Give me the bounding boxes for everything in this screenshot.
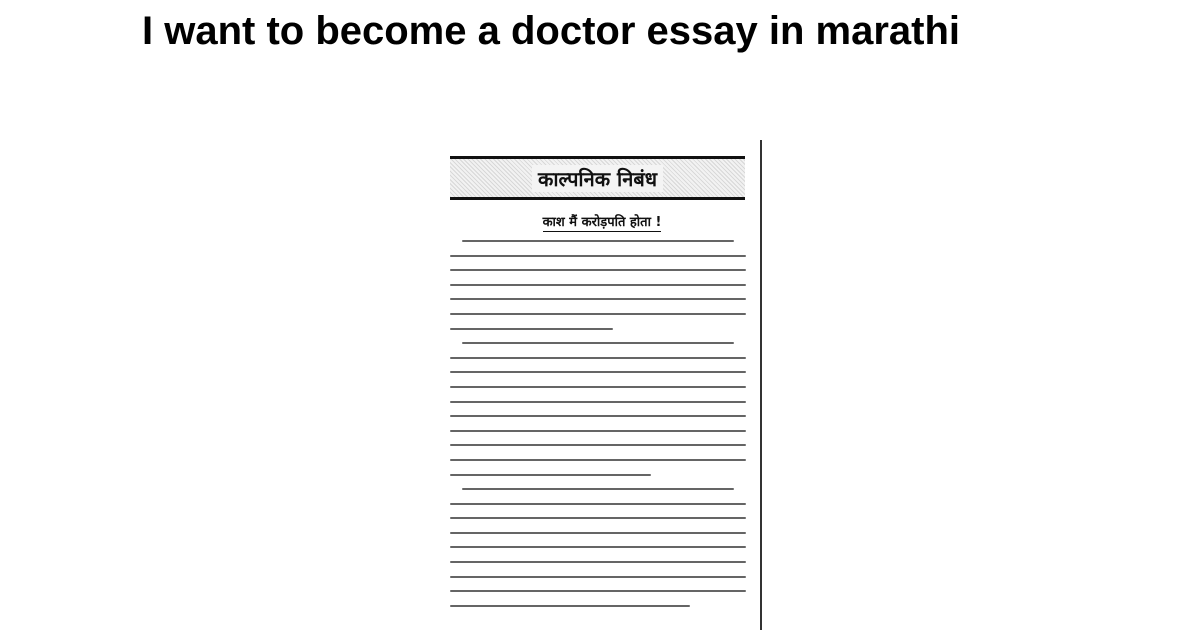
text-line	[462, 488, 734, 490]
essay-body-text	[450, 240, 746, 619]
text-line	[462, 342, 734, 344]
text-line	[450, 386, 746, 388]
scan-header-band	[450, 156, 745, 200]
text-line	[450, 401, 746, 403]
text-line	[450, 605, 690, 607]
text-line	[450, 561, 746, 563]
essay-heading-text: काश मैं करोड़पति होता !	[542, 215, 662, 230]
scan-header-text: काल्पनिक निबंध	[532, 165, 663, 192]
text-line	[450, 546, 746, 548]
scanned-essay-image	[440, 140, 764, 630]
text-line	[450, 517, 746, 519]
text-line	[450, 430, 746, 432]
essay-heading	[440, 212, 764, 230]
text-line	[450, 532, 746, 534]
text-line	[450, 415, 746, 417]
text-line	[450, 313, 746, 315]
text-line	[450, 269, 746, 271]
text-line	[450, 474, 651, 476]
text-line	[450, 298, 746, 300]
text-line	[462, 240, 734, 242]
text-line	[450, 357, 746, 359]
text-line	[450, 590, 746, 592]
text-line	[450, 371, 746, 373]
text-line	[450, 459, 746, 461]
text-line	[450, 444, 746, 446]
text-line	[450, 255, 746, 257]
text-line	[450, 328, 613, 330]
text-line	[450, 284, 746, 286]
text-line	[450, 576, 746, 578]
text-line	[450, 503, 746, 505]
page-title: I want to become a doctor essay in marathi	[142, 9, 961, 53]
